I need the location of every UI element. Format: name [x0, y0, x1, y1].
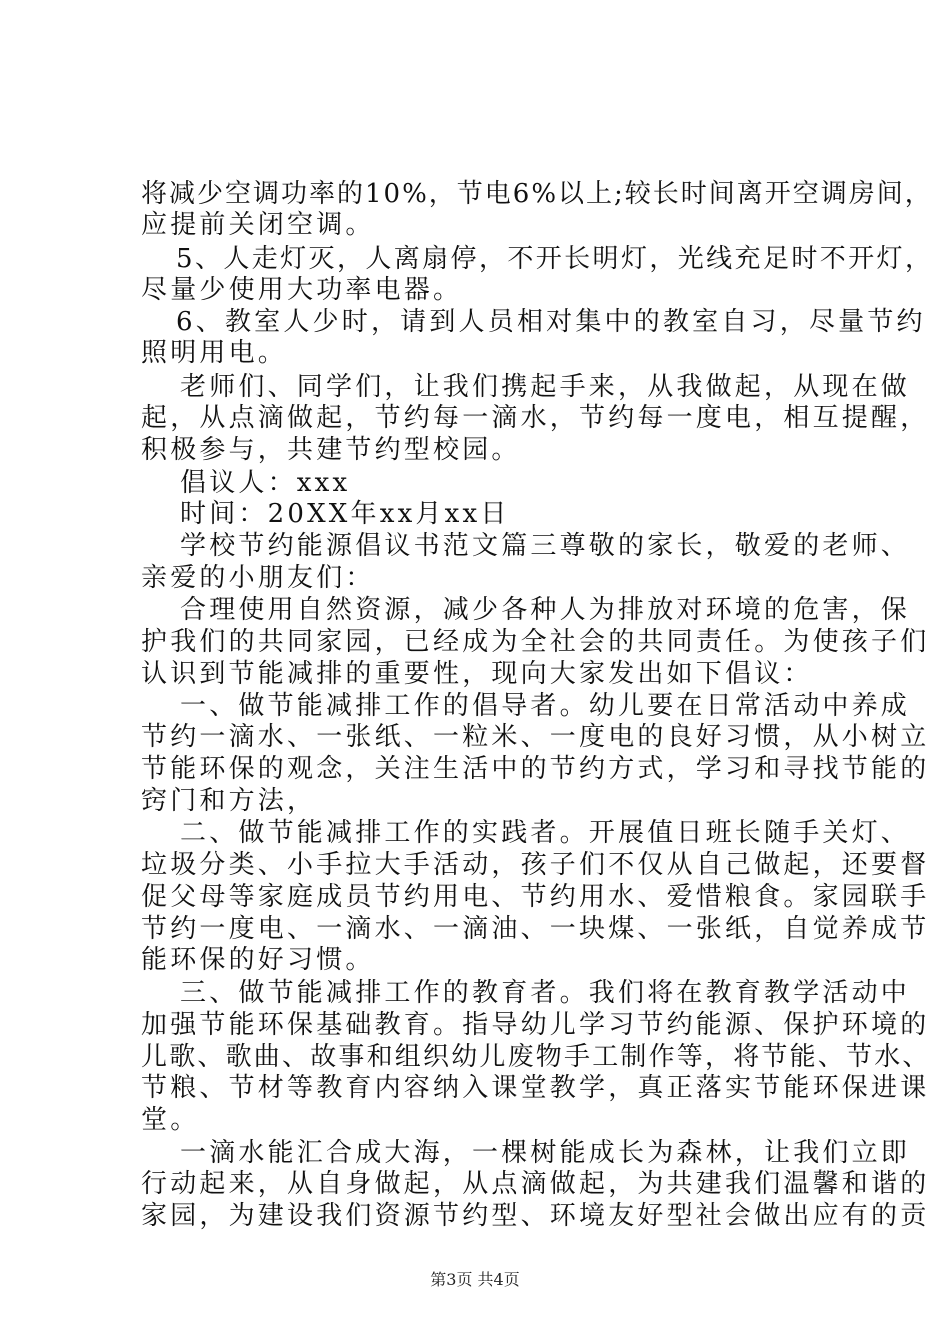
text-line: 照明用电。 [141, 338, 288, 368]
text-line: 老师们、同学们，让我们携起手来，从我做起，从现在做 [180, 372, 911, 402]
text-line: 节约一滴水、一张纸、一粒米、一度电的良好习惯，从小树立 [141, 722, 930, 752]
text-line: 起，从点滴做起，节约每一滴水，节约每一度电，相互提醒， [141, 403, 930, 433]
text-line: 亲爱的小朋友们： [141, 563, 375, 593]
text-line: 一、做节能减排工作的倡导者。幼儿要在日常活动中养成 [180, 691, 911, 721]
text-line: 节约一度电、一滴水、一滴油、一块煤、一张纸，自觉养成节 [141, 914, 930, 944]
text-line: 一滴水能汇合成大海，一棵树能成长为森林，让我们立即 [180, 1138, 911, 1168]
text-line: 6、教室人少时，请到人员相对集中的教室自习，尽量节约 [176, 307, 926, 337]
text-line: 护我们的共同家园，已经成为全社会的共同责任。为使孩子们 [141, 627, 930, 657]
text-line: 三、做节能减排工作的教育者。我们将在教育教学活动中 [180, 978, 911, 1008]
text-line: 节粮、节材等教育内容纳入课堂教学，真正落实节能环保进课 [141, 1073, 930, 1103]
text-line: 时间：20XX年xx月xx日 [180, 499, 510, 529]
text-line: 行动起来，从自身做起，从点滴做起，为共建我们温馨和谐的 [141, 1169, 930, 1199]
text-line: 垃圾分类、小手拉大手活动，孩子们不仅从自己做起，还要督 [141, 850, 930, 880]
text-line: 将减少空调功率的10%，节电6%以上;较长时间离开空调房间， [141, 179, 933, 209]
text-line: 能环保的好习惯。 [141, 945, 375, 975]
text-line: 认识到节能减排的重要性，现向大家发出如下倡议： [141, 659, 813, 689]
text-line: 5、人走灯灭，人离扇停，不开长明灯，光线充足时不开灯， [176, 244, 934, 274]
text-line: 合理使用自然资源，减少各种人为排放对环境的危害，保 [180, 595, 911, 625]
text-line: 倡议人：xxx [180, 468, 351, 498]
text-line: 积极参与，共建节约型校园。 [141, 435, 521, 465]
text-line: 尽量少使用大功率电器。 [141, 275, 463, 305]
page-footer: 第3页 共4页 [430, 1270, 520, 1289]
text-line: 家园，为建设我们资源节约型、环境友好型社会做出应有的贡 [141, 1201, 930, 1231]
text-line: 应提前关闭空调。 [141, 210, 375, 240]
text-line: 促父母等家庭成员节约用电、节约用水、爱惜粮食。家园联手 [141, 882, 930, 912]
text-line: 加强节能环保基础教育。指导幼儿学习节约能源、保护环境的 [141, 1010, 930, 1040]
text-line: 窍门和方法， [141, 786, 317, 816]
text-line: 儿歌、歌曲、故事和组织幼儿废物手工制作等，将节能、节水、 [141, 1042, 931, 1072]
text-line: 学校节约能源倡议书范文篇三尊敬的家长，敬爱的老师、 [180, 531, 911, 561]
text-line: 节能环保的观念，关注生活中的节约方式，学习和寻找节能的 [141, 754, 930, 784]
text-line: 堂。 [141, 1105, 200, 1135]
text-line: 二、做节能减排工作的实践者。开展值日班长随手关灯、 [180, 818, 911, 848]
